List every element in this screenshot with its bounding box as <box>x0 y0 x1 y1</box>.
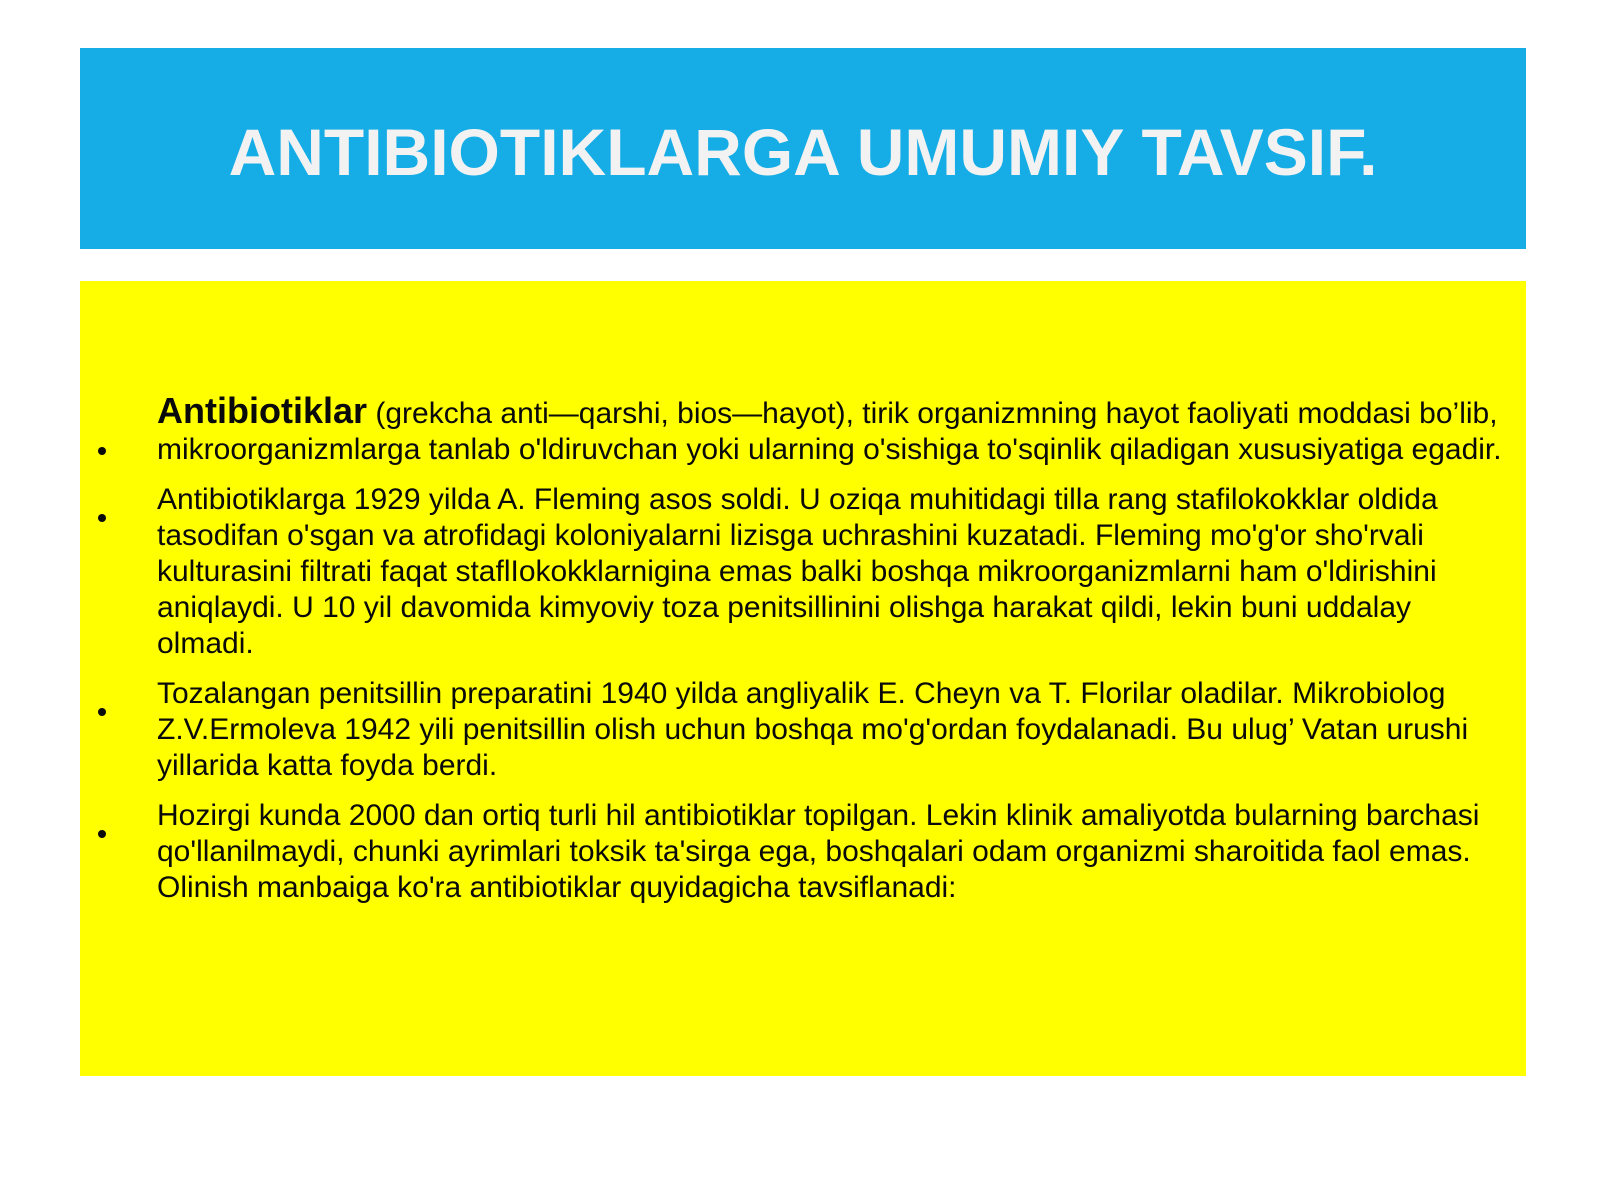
bullet-item-penitsillin <box>80 676 1526 784</box>
bullet-item-hozirgi-kunda <box>80 798 1526 906</box>
bullet-item-antibiotiklar <box>80 390 1526 468</box>
bullet-text: Hozirgi kunda 2000 dan ortiq turli hil antibiotiklar topilgan. Lekin klinik amaliyotda bularning barchasi qo'llanilmaydi, chunki ayrimlari toksik ta'sirga ega, boshqalari odam organizmi sharoitida faol emas. Olinish manbaiga ko'ra antibiotiklar quyidagicha tavsiflanadi: <box>157 799 1480 904</box>
bullet-dot-icon <box>98 830 106 838</box>
lead-term: Antibiotiklar <box>157 390 368 431</box>
bullet-item-fleming <box>80 482 1526 662</box>
bullet-dot-icon <box>98 708 106 716</box>
bullet-dot-icon <box>98 447 106 455</box>
bullet-text: Antibiotiklarga 1929 yilda A. Fleming asos soldi. U oziqa muhitidagi tilla rang stafilokokklar oldida tasodifan o'sgan va atrofidagi koloniyalarni lizisga uchrashini kuzatadi. Fleming mo'g'or sho'rvali kulturasini filtrati faqat staflIokokklarnigina emas balki boshqa mikroorganizmlarni ham o'ldirishini aniqlaydi. U 10 yil davomida kimyoviy toza penitsillinini olishga harakat qildi, lekin buni uddalay olmadi. <box>157 483 1438 660</box>
slide-title: ANTIBIOTIKLARGA UMUMIY TAVSIF. <box>228 114 1378 189</box>
bullet-dot-icon <box>98 514 106 522</box>
title-banner <box>80 48 1526 249</box>
bullet-list <box>80 390 1526 920</box>
content-panel <box>80 281 1526 1076</box>
bullet-text: Tozalangan penitsillin preparatini 1940 yilda angliyalik E. Cheyn va T. Florilar oladilar. Mikrobiolog Z.V.Ermoleva 1942 yili penitsillin olish uchun boshqa mo'g'ordan foydalanadi. Bu ulug’ Vatan urushi yillarida katta foyda berdi. <box>157 677 1469 782</box>
bullet-text: (grekcha anti—qarshi, bios—hayot), tirik organizmning hayot faoliyati moddasi bo’lib, mikroorganizmlarga tanlab o'ldiruvchan yoki ularning o'sishiga to'sqinlik qiladigan xususiyatiga egadir. <box>157 397 1502 466</box>
